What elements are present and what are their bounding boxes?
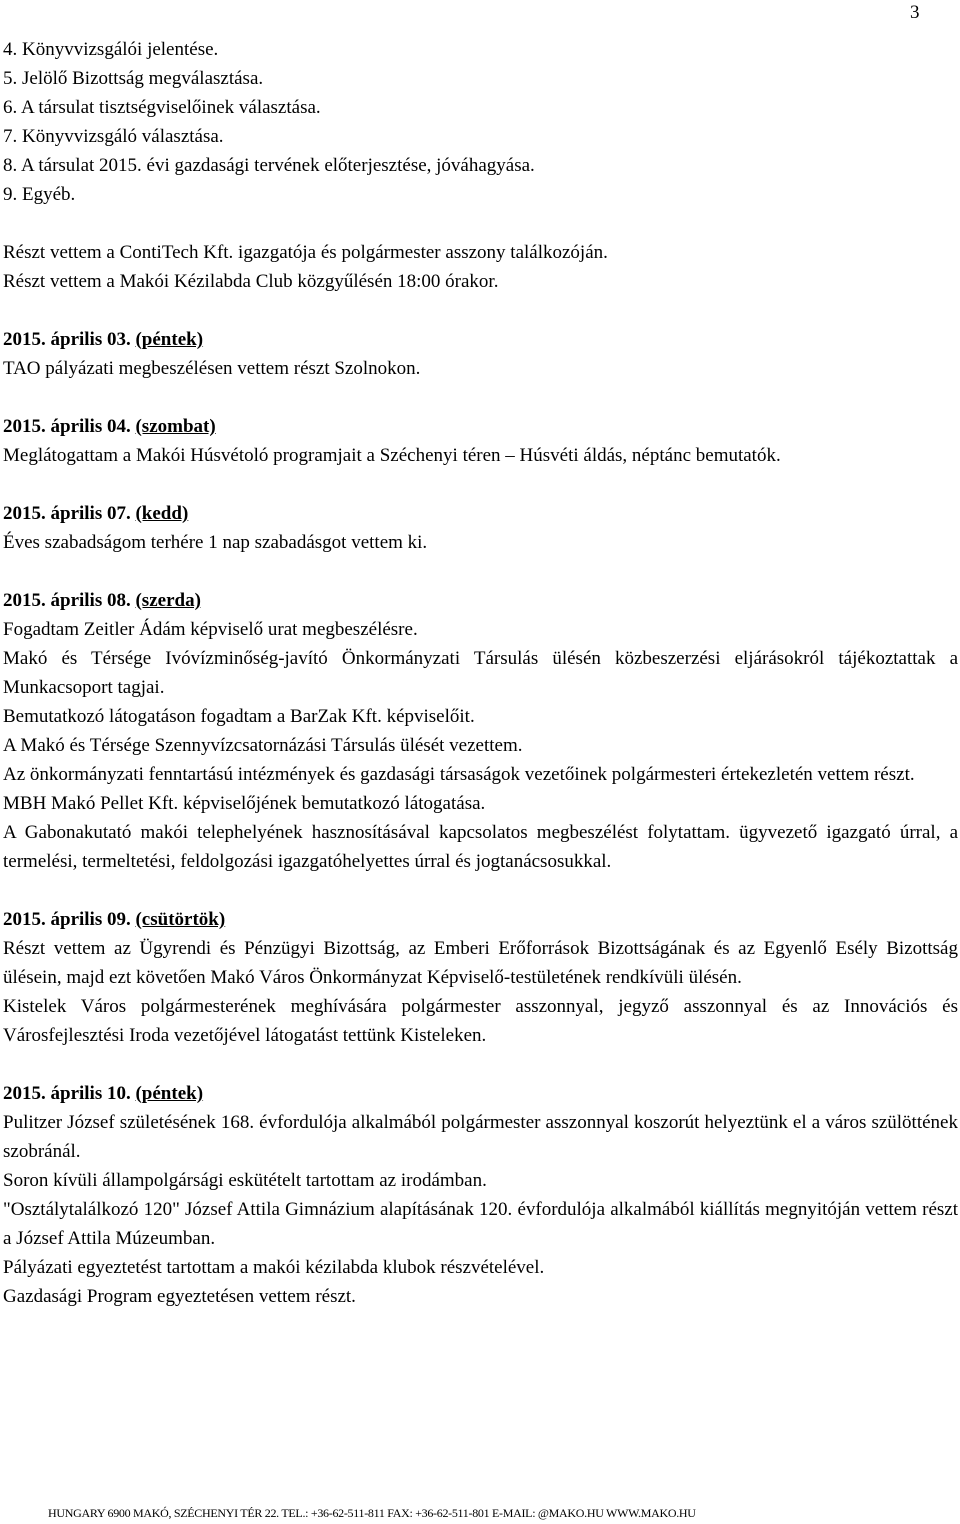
entry-heading — [3, 412, 958, 441]
agenda-item: 8. A társulat 2015. évi gazdasági tervének előterjesztése, jóváhagyása. — [3, 155, 535, 176]
entry-day: (csütörtök) — [135, 909, 226, 930]
entry-date: 2015. április 07. — [3, 503, 131, 524]
entry-heading — [3, 325, 958, 354]
entry-day: (péntek) — [135, 329, 204, 350]
entry-date: 2015. április 03. — [3, 329, 131, 350]
agenda-item: 4. Könyvvizsgálói jelentése. — [3, 39, 219, 60]
diary-entry — [3, 905, 958, 1050]
entry-paragraph: Pulitzer József születésének 168. évfordulója alkalmából polgármester asszonnyal koszorút helyeztünk el a város szülöttének szobránál. — [3, 1112, 958, 1162]
entry-paragraph: "Osztálytalálkozó 120" József Attila Gimnázium alapításának 120. évfordulója alkalmából kiállítás megnyitóján vettem részt a József Attila Múzeumban. — [3, 1199, 958, 1249]
diary-entry — [3, 412, 958, 470]
document-body — [3, 35, 958, 1311]
entry-paragraph: Részt vettem az Ügyrendi és Pénzügyi Bizottság, az Emberi Erőforrások Bizottságának és az Egyenlő Esély Bizottság ülésein, majd ezt követően Makó Város Önkormányzat Képviselő-testületének rendkívüli ülésén. — [3, 938, 958, 988]
entry-paragraph: Gazdasági Program egyeztetésen vettem részt. — [3, 1286, 356, 1307]
diary-entry — [3, 325, 958, 383]
intro-line: Részt vettem a ContiTech Kft. igazgatója és polgármester asszony találkozóján. — [3, 242, 608, 263]
entry-paragraph: Az önkormányzati fenntartású intézmények és gazdasági társaságok vezetőinek polgármesteri értekezletén vettem részt. — [3, 764, 915, 785]
entry-date: 2015. április 09. — [3, 909, 131, 930]
agenda-item: 7. Könyvvizsgáló választása. — [3, 126, 224, 147]
entry-paragraph: Bemutatkozó látogatáson fogadtam a BarZak Kft. képviselőit. — [3, 706, 475, 727]
entry-paragraph: Soron kívüli állampolgársági eskütételt tartottam az irodámban. — [3, 1170, 487, 1191]
entry-heading — [3, 905, 958, 934]
entry-date: 2015. április 10. — [3, 1083, 131, 1104]
page-footer: HUNGARY 6900 MAKÓ, SZÉCHENYI TÉR 22. TEL.: +36-62-511-811 FAX: +36-62-511-801 E-MAIL: @MAKO.HU WWW.MAKO.HU — [48, 1506, 696, 1520]
entry-heading — [3, 1079, 958, 1108]
entry-heading — [3, 499, 958, 528]
entry-paragraph: A Makó és Térsége Szennyvízcsatornázási Társulás ülését vezettem. — [3, 735, 523, 756]
agenda-list — [3, 35, 958, 209]
entry-day: (szombat) — [135, 416, 216, 437]
diary-entry — [3, 499, 958, 557]
intro-block — [3, 238, 958, 296]
entry-date: 2015. április 08. — [3, 590, 131, 611]
entry-paragraph: TAO pályázati megbeszélésen vettem részt Szolnokon. — [3, 358, 421, 379]
intro-line: Részt vettem a Makói Kézilabda Club közgyűlésén 18:00 órakor. — [3, 271, 499, 292]
page-number: 3 — [910, 2, 920, 23]
agenda-item: 5. Jelölő Bizottság megválasztása. — [3, 68, 264, 89]
entry-day: (kedd) — [135, 503, 189, 524]
entry-paragraph: Fogadtam Zeitler Ádám képviselő urat megbeszélésre. — [3, 619, 418, 640]
diary-entry — [3, 1079, 958, 1311]
entry-paragraph: Pályázati egyeztetést tartottam a makói kézilabda klubok részvételével. — [3, 1257, 545, 1278]
entry-day: (szerda) — [135, 590, 201, 611]
entry-day: (péntek) — [135, 1083, 204, 1104]
diary-entry — [3, 586, 958, 876]
agenda-item: 6. A társulat tisztségviselőinek választása. — [3, 97, 321, 118]
entry-paragraph: A Gabonakutató makói telephelyének hasznosításával kapcsolatos megbeszélést folytattam. ügyvezető igazgató úrral, a termelési, termeltetési, feldolgozási igazgatóhelyettes úrral és jogtanácsosukkal. — [3, 822, 958, 872]
entry-heading — [3, 586, 958, 615]
agenda-item: 9. Egyéb. — [3, 184, 76, 205]
entry-paragraph: Éves szabadságom terhére 1 nap szabadásgot vettem ki. — [3, 532, 428, 553]
entry-paragraph: MBH Makó Pellet Kft. képviselőjének bemutatkozó látogatása. — [3, 793, 486, 814]
entry-paragraph: Meglátogattam a Makói Húsvétoló programjait a Széchenyi téren – Húsvéti áldás, néptánc bemutatók. — [3, 445, 781, 466]
entry-paragraph: Kistelek Város polgármesterének meghívására polgármester asszonnyal, jegyző asszonnyal és az Innovációs és Városfejlesztési Iroda vezetőjével látogatást tettünk Kisteleken. — [3, 996, 958, 1046]
entry-paragraph: Makó és Térsége Ivóvízminőség-javító Önkormányzati Társulás ülésén közbeszerzési eljárásokról tájékoztattak a Munkacsoport tagjai. — [3, 648, 958, 698]
entry-date: 2015. április 04. — [3, 416, 131, 437]
